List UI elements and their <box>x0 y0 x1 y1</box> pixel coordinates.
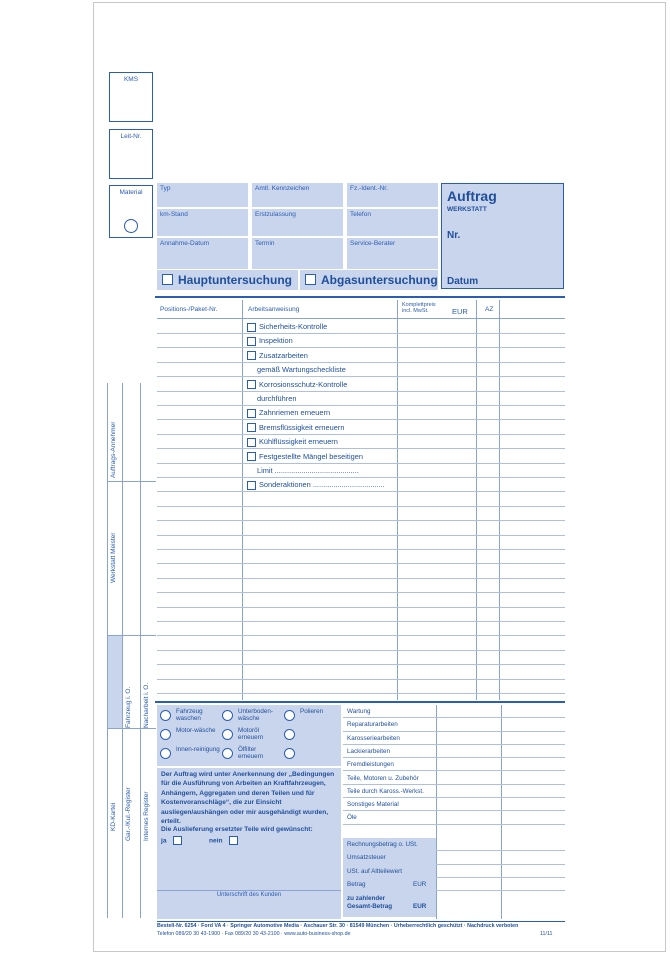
cost-row[interactable] <box>343 718 565 731</box>
header-eur: EUR <box>452 307 468 316</box>
cost-row-label: Wartung <box>347 708 371 715</box>
table-row-line <box>157 607 565 608</box>
table-row-line <box>157 405 565 406</box>
field-erstzulassung[interactable] <box>252 209 345 238</box>
kms-label: KMS <box>123 76 139 83</box>
field-telefon-label: Telefon <box>350 211 371 218</box>
work-item[interactable] <box>247 408 330 418</box>
table-row-line <box>157 333 565 334</box>
side-meister-label: Werkstatt Meister <box>110 532 117 583</box>
work-item-checkbox[interactable] <box>247 423 256 432</box>
hauptuntersuchung-option[interactable] <box>157 270 298 290</box>
footer-line2: Telefon 089/20 30 43-1900 · Fax 089/20 30 43-2100 · www.auto-business-shop.de <box>157 931 351 937</box>
cost-row-label: Sonstiges Material <box>347 801 399 809</box>
delivery-nein[interactable] <box>209 836 241 845</box>
side-gar-kul-label: Gar.-/Kul.-Register <box>125 787 132 841</box>
delivery-ja[interactable] <box>161 836 185 845</box>
header-preis-line2: incl. MwSt. <box>402 308 429 314</box>
cost-row[interactable] <box>343 798 565 811</box>
work-item-checkbox[interactable] <box>247 452 256 461</box>
table-row-line <box>157 693 565 694</box>
betrag-eur-label: EUR <box>413 880 427 888</box>
table-row-line <box>157 549 565 550</box>
cost-row-label: Karosseriearbeiten <box>347 734 400 742</box>
signature-label: Unterschrift des Kunden <box>216 892 282 898</box>
service-option-label: Fahrzeug waschen <box>176 708 203 723</box>
work-table-header <box>157 300 565 319</box>
field-service-berater-label: Service-Berater <box>350 240 396 247</box>
abgasuntersuchung-label: Abgasuntersuchung <box>321 273 438 287</box>
col-line <box>476 300 477 700</box>
header-az: AZ <box>485 306 494 313</box>
table-row-line <box>157 347 565 348</box>
side-fahrzeug-label: Fahrzeug i. O. <box>125 686 132 728</box>
field-km-stand-label: km-Stand <box>160 211 188 218</box>
terms-block <box>157 768 341 919</box>
header-preis <box>399 300 439 316</box>
material-label: Material <box>119 189 143 196</box>
table-row-line <box>157 491 565 492</box>
col-line <box>499 300 500 700</box>
table-row-line <box>157 477 565 478</box>
work-item-checkbox[interactable] <box>247 481 256 490</box>
table-row-line <box>157 578 565 579</box>
service-option-label: Unterboden-wäsche <box>238 708 274 723</box>
side-column <box>107 383 155 918</box>
cost-row[interactable] <box>343 745 565 758</box>
cost-row-label: Rechnungsbetrag o. USt. <box>347 841 418 848</box>
nein-checkbox[interactable] <box>229 836 238 845</box>
cost-row-label: USt. auf Altteilewert <box>347 867 402 875</box>
work-item-checkbox[interactable] <box>247 337 256 346</box>
work-item-label: Zahnriemen erneuern <box>259 408 331 418</box>
cost-row[interactable] <box>343 732 565 745</box>
kms-box[interactable] <box>109 72 153 122</box>
hauptuntersuchung-checkbox[interactable] <box>162 274 173 285</box>
header-pos: Positions-/Paket-Nr. <box>160 306 218 313</box>
footer-code: 11/11 <box>540 931 553 937</box>
gesamt-betrag-label: Gesamt-Betrag <box>347 903 393 911</box>
work-item-label: Sicherheits-Kontrolle <box>259 322 328 331</box>
table-row-line <box>157 621 565 622</box>
leit-nr-box[interactable] <box>109 129 153 179</box>
table-top-rule <box>155 296 565 298</box>
service-option-circle-icon[interactable] <box>160 729 171 740</box>
table-row-line <box>157 448 565 449</box>
table-row-line <box>157 679 565 680</box>
work-item <box>257 394 296 403</box>
work-item-checkbox[interactable] <box>247 323 256 332</box>
ja-checkbox[interactable] <box>173 836 182 845</box>
service-option-circle-icon[interactable] <box>284 729 295 740</box>
work-item[interactable] <box>247 351 308 361</box>
table-row-line <box>157 664 565 665</box>
delivery-question: Die Auslieferung ersetzter Teile wird gewünscht: <box>161 826 313 833</box>
work-item-checkbox[interactable] <box>247 409 256 418</box>
service-option-label: Motoröl erneuern <box>238 727 264 742</box>
field-kennzeichen[interactable] <box>252 183 345 209</box>
service-option-circle-icon[interactable] <box>284 748 295 759</box>
table-row-line <box>157 419 565 420</box>
side-kd-kartei-label: KD-Kartei <box>110 802 117 831</box>
cost-row-label: Teile, Motoren u. Zubehör <box>347 774 419 782</box>
table-row-line <box>157 650 565 651</box>
field-termin-label: Termin <box>255 240 275 247</box>
cost-table <box>343 705 565 919</box>
abgasuntersuchung-option[interactable] <box>300 270 438 290</box>
cost-row[interactable] <box>343 865 565 878</box>
field-annahme-datum-label: Annahme-Datum <box>160 240 210 247</box>
table-row-line <box>157 635 565 636</box>
field-annahme-datum[interactable] <box>157 238 250 269</box>
work-item[interactable] <box>247 452 363 462</box>
table-row-line <box>157 376 565 377</box>
side-annehmer-label: Auftrags-Annehmer <box>110 421 117 478</box>
material-box[interactable] <box>109 185 153 238</box>
cost-row-label: Betrag <box>347 880 366 888</box>
cost-row[interactable] <box>343 785 565 798</box>
work-item-label: Sonderaktionen ................................... <box>259 480 385 490</box>
table-row-line <box>157 592 565 593</box>
col-line <box>397 300 398 700</box>
fahrzeug-io-cell <box>108 636 122 728</box>
ja-label: ja <box>161 837 167 845</box>
gesamt-betrag-label: zu zahlender <box>347 895 386 903</box>
service-option-circle-icon[interactable] <box>160 748 171 759</box>
gesamt-eur-label: EUR <box>413 903 427 911</box>
work-item-label: Zusatzarbeiten <box>259 350 308 360</box>
field-fz-ident[interactable] <box>347 183 438 209</box>
work-item[interactable] <box>247 380 347 390</box>
cost-row-label: Öle <box>347 814 357 822</box>
field-kennzeichen-label: Amtl. Kennzeichen <box>255 185 310 192</box>
table-bottom-rule <box>155 701 565 703</box>
table-row-line <box>157 535 565 536</box>
cost-row-label: Reparaturarbeiten <box>347 721 398 729</box>
auftrag-datum-label: Datum <box>447 276 479 287</box>
side-nacharbeit-label: Nacharbeit i. O. <box>143 682 150 728</box>
field-erstzulassung-label: Erstzulassung <box>255 211 296 218</box>
field-typ[interactable] <box>157 183 250 209</box>
cost-row[interactable] <box>343 705 565 718</box>
auftrag-subtitle: WERKSTATT <box>447 206 487 213</box>
header-preis-line1: Komplettpreis <box>402 302 436 308</box>
work-item <box>257 365 346 374</box>
field-telefon[interactable] <box>347 209 438 238</box>
cost-row[interactable] <box>343 811 565 824</box>
work-item-label: durchführen <box>257 394 297 403</box>
footer-line1: Bestell-Nr. 6254 · Ford VA 4 · Springer Automotive Media · Aschauer Str. 30 · 81549 München · Urheberrechtlich geschützt · Nachdruck verboten <box>157 923 519 929</box>
service-options <box>157 705 341 766</box>
field-typ-label: Typ <box>160 185 171 192</box>
work-item[interactable] <box>247 480 385 490</box>
abgasuntersuchung-checkbox[interactable] <box>305 274 316 285</box>
work-item-label: Inspektion <box>259 336 293 346</box>
service-option-label: Polieren <box>300 708 324 715</box>
cost-row[interactable] <box>343 838 565 851</box>
service-option-label: Ölfilter erneuern <box>238 746 264 761</box>
work-item[interactable] <box>247 322 327 332</box>
table-row-line <box>157 506 565 507</box>
table-row-line <box>157 520 565 521</box>
auftrag-title: Auftrag <box>447 188 497 204</box>
table-row-line <box>157 434 565 435</box>
nein-label: nein <box>209 837 223 845</box>
cost-row[interactable] <box>343 758 565 771</box>
auftrag-nr-label: Nr. <box>447 230 461 241</box>
work-item-label: Kühlflüssigkeit erneuern <box>259 437 338 447</box>
field-service-berater[interactable] <box>347 238 438 269</box>
service-option-circle-icon[interactable] <box>222 729 233 740</box>
work-item-checkbox[interactable] <box>247 380 256 389</box>
table-row-line <box>157 362 565 363</box>
cost-row[interactable] <box>343 851 565 864</box>
leit-nr-label: Leit-Nr. <box>120 133 142 140</box>
service-option-label: Innen-reinigung <box>176 746 220 753</box>
gesamt-betrag-row[interactable] <box>343 891 565 917</box>
table-row-line <box>157 463 565 464</box>
cost-row-label: Teile durch Kaross.-Werkst. <box>347 787 424 795</box>
cost-row-label: Umsatzsteuer <box>347 854 386 862</box>
service-option-circle-icon[interactable] <box>222 710 233 721</box>
work-item-checkbox[interactable] <box>247 438 256 447</box>
work-item[interactable] <box>247 423 344 433</box>
field-termin[interactable] <box>252 238 345 269</box>
table-row-line <box>157 391 565 392</box>
cost-row-label: Fremdleistungen <box>347 761 394 769</box>
side-internes-label: Internes Register <box>143 791 150 841</box>
header-arbeit: Arbeitsanweisung <box>248 306 300 313</box>
work-item-label: Korrosionsschutz-Kontrolle <box>259 379 348 389</box>
cost-row[interactable] <box>343 772 565 785</box>
service-option-circle-icon[interactable] <box>160 710 171 721</box>
vehicle-fields-grid <box>157 183 438 269</box>
service-option-circle-icon[interactable] <box>222 748 233 759</box>
auftrag-box <box>441 183 564 289</box>
work-item-label: Limit ......................................... <box>257 466 359 475</box>
work-item[interactable] <box>247 437 338 447</box>
work-item-checkbox[interactable] <box>247 351 256 360</box>
work-item-label: Bremsflüssigkeit erneuern <box>259 422 345 432</box>
terms-text: Der Auftrag wird unter Anerkennung der „Bedingungen für die Ausführung von Arbeiten an Kraftfahrzeugen, Anhängern, Aggregaten und deren Teilen und für Kostenvoranschläge“, die zur Einsicht ausliegen/aushängen oder mir ausgehändigt wurden, erteilt. <box>161 771 335 826</box>
work-item-label: Festgestellte Mängel beseitigen <box>259 451 363 461</box>
field-km-stand[interactable] <box>157 209 250 238</box>
work-item[interactable] <box>247 336 293 346</box>
col-line <box>242 300 243 700</box>
cost-row-label: Lackierarbeiten <box>347 747 391 755</box>
material-circle-icon <box>124 219 138 233</box>
work-item <box>257 466 359 475</box>
field-fz-ident-label: Fz.-Ident.-Nr. <box>350 185 388 192</box>
work-table <box>157 300 565 700</box>
table-row-line <box>157 563 565 564</box>
hauptuntersuchung-label: Hauptuntersuchung <box>178 273 292 287</box>
work-item-label: gemäß Wartungscheckliste <box>257 365 346 375</box>
cost-row[interactable] <box>343 878 565 891</box>
service-option-circle-icon[interactable] <box>284 710 295 721</box>
service-option-label: Motor-wäsche <box>176 727 216 734</box>
